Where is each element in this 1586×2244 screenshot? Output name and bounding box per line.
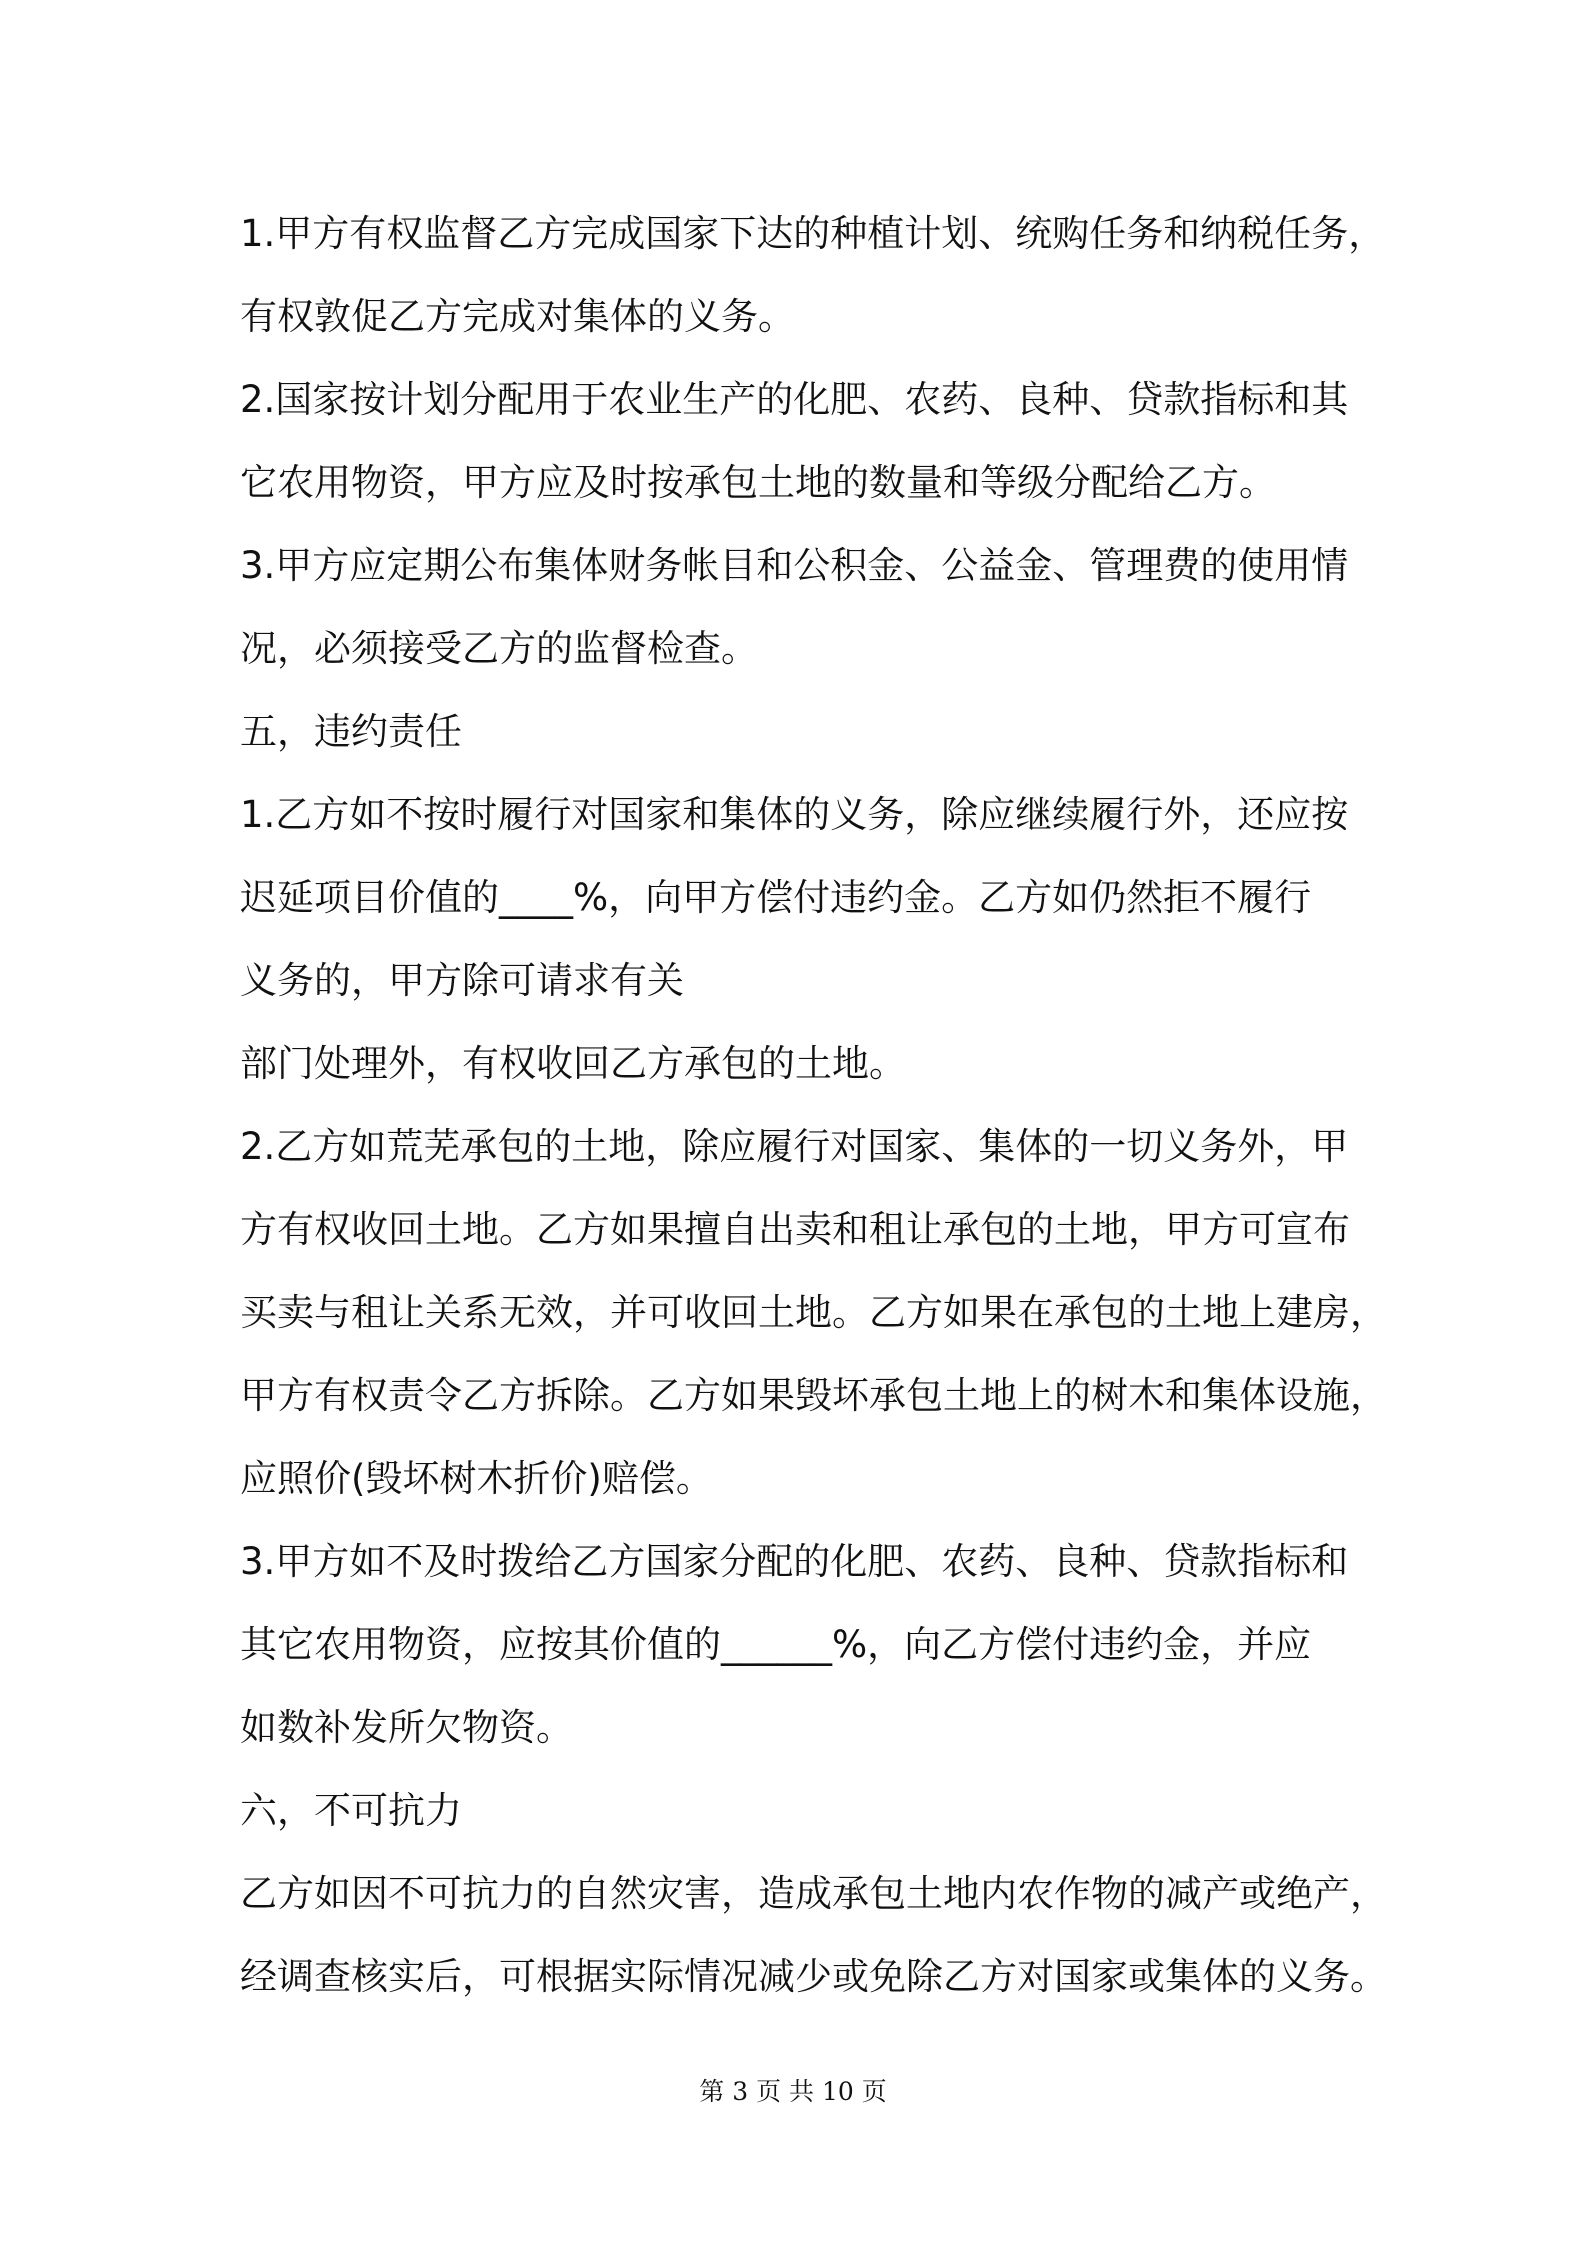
text-line: 它农用物资，甲方应及时按承包土地的数量和等级分配给乙方。: [240, 461, 1276, 504]
text-line: 义务的，甲方除可请求有关: [240, 959, 684, 1002]
section-heading: 五，违约责任: [240, 710, 462, 753]
text-line: 有权敦促乙方完成对集体的义务。: [240, 295, 795, 338]
text-line: 经调查核实后，可根据实际情况减少或免除乙方对国家或集体的义务。: [240, 1955, 1387, 1998]
text-line: 买卖与租让关系无效，并可收回土地。乙方如果在承包的土地上建房，: [240, 1291, 1387, 1334]
text-line: 方有权收回土地。乙方如果擅自出卖和租让承包的土地，甲方可宣布: [240, 1208, 1350, 1251]
text-line: 乙方如因不可抗力的自然灾害，造成承包土地内农作物的减产或绝产，: [240, 1872, 1387, 1915]
text-line: 2.乙方如荒芜承包的土地，除应履行对国家、集体的一切义务外，甲: [240, 1125, 1349, 1168]
page-number: 第 3 页 共 10 页: [699, 2077, 887, 2106]
text-line: 况，必须接受乙方的监督检查。: [240, 627, 758, 670]
text-line: 3.甲方如不及时拨给乙方国家分配的化肥、农药、良种、贷款指标和: [240, 1540, 1349, 1583]
text-line: 2.国家按计划分配用于农业生产的化肥、农药、良种、贷款指标和其: [240, 378, 1349, 421]
section-heading: 六，不可抗力: [240, 1789, 462, 1832]
text-line: 其它农用物资，应按其价值的______%，向乙方偿付违约金，并应: [240, 1623, 1312, 1666]
text-line: 应照价(毁坏树木折价)赔偿。: [240, 1457, 713, 1500]
text-line: 1.乙方如不按时履行对国家和集体的义务，除应继续履行外，还应按: [240, 793, 1349, 836]
document-body: [240, 192, 1387, 2018]
text-line: 部门处理外，有权收回乙方承包的土地。: [240, 1042, 906, 1085]
text-line: 迟延项目价值的____%，向甲方偿付违约金。乙方如仍然拒不履行: [240, 876, 1312, 919]
text-line: 甲方有权责令乙方拆除。乙方如果毁坏承包土地上的树木和集体设施，: [240, 1374, 1387, 1417]
text-line: 1.甲方有权监督乙方完成国家下达的种植计划、统购任务和纳税任务，: [240, 212, 1386, 255]
text-line: 3.甲方应定期公布集体财务帐目和公积金、公益金、管理费的使用情: [240, 544, 1349, 587]
text-line: 如数补发所欠物资。: [240, 1706, 573, 1749]
